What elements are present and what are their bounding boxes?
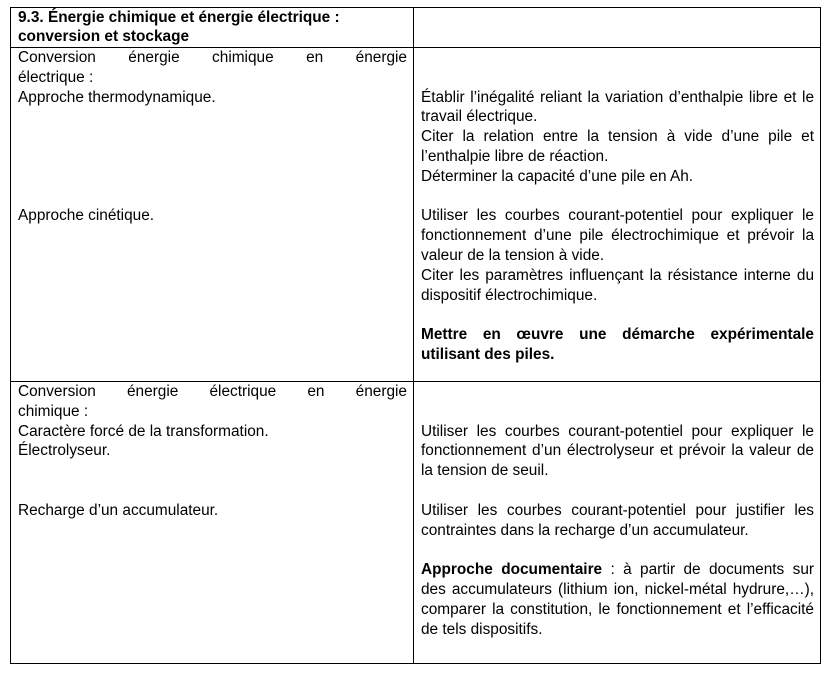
capacity-recharge: Utiliser les courbes courant-potentiel pour justifier les contraintes dans la recharge d’un accumulateur. (421, 501, 814, 539)
table-header-row (11, 8, 821, 48)
capacities-cell (414, 48, 821, 382)
notion-kinetic: Approche cinétique. (18, 207, 155, 225)
section-title-line1: 9.3. Énergie chimique et énergie électrique : (18, 9, 340, 26)
table-row-electric-to-chemical (11, 382, 821, 664)
table-row-chemical-to-electric (11, 48, 821, 382)
notion-recharge: Recharge d’un accumulateur. (18, 502, 219, 520)
header-empty-cell (414, 8, 821, 48)
notion-heading2-line1: Conversion énergie électrique en énergie (18, 383, 407, 400)
capacity-electrolyser: Utiliser les courbes courant-potentiel pour expliquer le fonctionnement d’un électrolyseur et prévoir la valeur de la tension de seuil. (421, 422, 814, 480)
notion-heading-line1: Conversion énergie chimique en énergie (18, 49, 407, 66)
notion-heading2-line2: chimique : (18, 402, 89, 420)
capacity-documentary (421, 560, 814, 639)
capacity-experimental: Mettre en œuvre une démarche expérimentale utilisant des piles. (421, 326, 814, 363)
notion-forced-transformation: Caractère forcé de la transformation. (18, 422, 269, 440)
capacity-internal-resistance: Citer les paramètres influençant la résistance interne du dispositif électrochimique. (421, 266, 814, 304)
notion-heading-line2: électrique : (18, 68, 94, 86)
program-table (10, 7, 821, 664)
capacity-current-potential-cell: Utiliser les courbes courant-potentiel pour expliquer le fonctionnement d’une pile électrochimique et prévoir la valeur de la tension à vide. (421, 207, 814, 264)
capacity-voltage-relation: Citer la relation entre la tension à vide d’une pile et l’enthalpie libre de réaction. (421, 128, 814, 165)
section-title-line2: conversion et stockage (18, 27, 190, 45)
capacities-cell-2 (414, 382, 821, 664)
notions-cell (11, 48, 414, 382)
notion-electrolyser: Électrolyseur. (18, 442, 111, 460)
documentary-label: Approche documentaire (421, 561, 603, 579)
section-title (11, 8, 414, 48)
notion-thermodynamic: Approche thermodynamique. (18, 88, 216, 106)
notions-cell-2 (11, 382, 414, 664)
capacity-ah: Déterminer la capacité d’une pile en Ah. (421, 167, 694, 185)
capacity-enthalpy-inequality: Établir l’inégalité reliant la variation d’enthalpie libre et le travail électrique. (421, 88, 814, 126)
documentary-text: : à partir de documents sur des accumulateurs (lithium ion, nickel-métal hydrure,…), comparer la constitution, le fonctionnement et l’efficacité de tels dispositifs. (421, 561, 815, 638)
